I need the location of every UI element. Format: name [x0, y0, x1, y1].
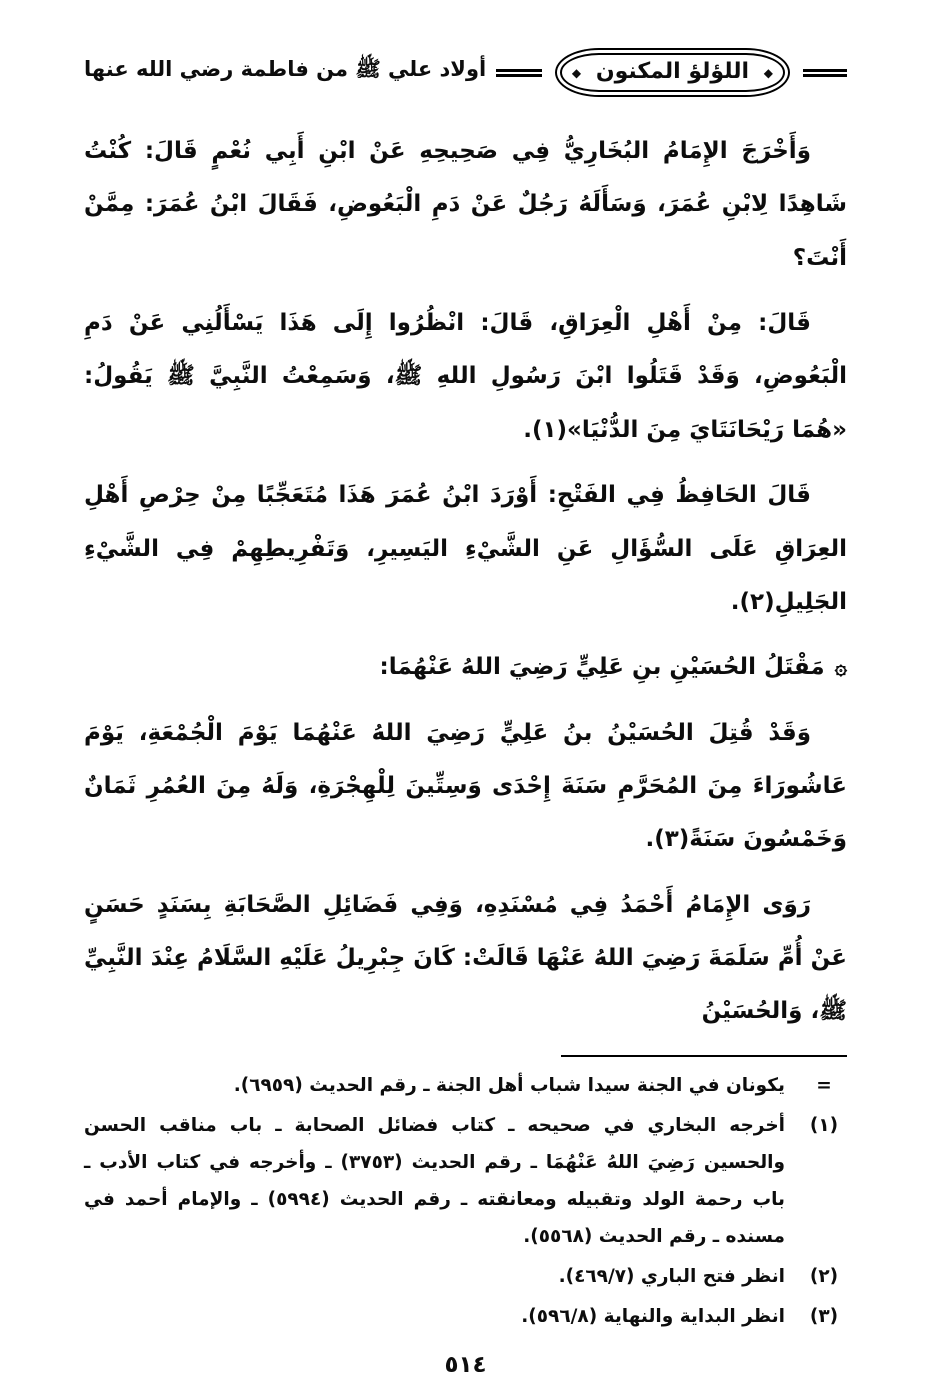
- paragraph-1: وَأَخْرَجَ الإِمَامُ البُخَارِيُّ فِي صَحِيحِهِ عَنْ ابْنِ أَبِي نُعْمٍ قَالَ: كُنْتُ شَاهِدًا لِابْنِ عُمَرَ، وَسَأَلَهُ رَجُلٌ عَنْ دَمِ الْبَعُوضِ، فَقَالَ ابْنُ عُمَرَ: مِمَّنْ أَنْتَ؟: [84, 138, 847, 271]
- footnote-item-3: [84, 1298, 847, 1335]
- paragraph-4: وَقَدْ قُتِلَ الحُسَيْنُ بنُ عَلِيٍّ رَضِيَ اللهُ عَنْهُمَا يَوْمَ الْجُمْعَةِ، يَوْمَ عَاشُورَاءَ مِنَ المُحَرَّمِ سَنَةَ إِحْدَى وَسِتِّينَ لِلْهِجْرَةِ، وَلَهُ مِنَ العُمُرِ ثَمَانٌ وَخَمْسُونَ سَنَةً(٣).: [84, 719, 847, 853]
- section-heading: [84, 641, 847, 694]
- header-double-rule-middle: [496, 69, 542, 77]
- footnote-item-1: [84, 1107, 847, 1255]
- page-number: ٥١٤: [444, 1351, 487, 1378]
- paragraph-5: رَوَى الإِمَامُ أَحْمَدُ فِي مُسْنَدِهِ، وَفِي فَضَائِلِ الصَّحَابَةِ بِسَنَدٍ حَسَنٍ عَنْ أُمِّ سَلَمَةَ رَضِيَ اللهُ عَنْهَا قَالَتْ: كَانَ جِبْرِيلُ عَلَيْهِ السَّلَامُ عِنْدَ النَّبِيِّ ﷺ، وَالحُسَيْنُ: [84, 891, 847, 1025]
- page-footer: [84, 1338, 847, 1378]
- chapter-title: أولاد علي ﷺ من فاطمة رضي الله عنها: [84, 57, 487, 81]
- book-title-cartouche: [560, 53, 785, 92]
- rub-el-hizb-icon: ۞: [834, 655, 847, 680]
- footnote-separator-rule: [561, 1055, 847, 1057]
- section-heading-text: مَقْتَلُ الحُسَيْنِ بنِ عَلِيٍّ رَضِيَ اللهُ عَنْهُمَا:: [379, 654, 825, 681]
- book-title: اللؤلؤ المكنون: [595, 59, 749, 84]
- page-header: [84, 48, 847, 97]
- footnotes-section: [84, 1067, 847, 1338]
- footnote-number: (٢): [809, 1265, 839, 1287]
- footnote-number: (١): [809, 1114, 839, 1136]
- footnote-text: انظر فتح الباري (٤٦٩/٧).: [558, 1265, 785, 1287]
- page-body: [84, 125, 847, 1039]
- footnote-number: (٣): [809, 1305, 839, 1327]
- footnote-continuation: [84, 1067, 847, 1104]
- footnote-text: أخرجه البخاري في صحيحه ـ كتاب فضائل الصحابة ـ باب مناقب الحسن والحسين رَضِيَ اللهُ عَنْهُمَا ـ رقم الحديث (٣٧٥٣) ـ وأخرجه في كتاب الأدب ـ باب رحمة الولد وتقبيله ومعانقته ـ رقم الحديث (٥٩٩٤) ـ والإمام أحمد في مسنده ـ رقم الحديث (٥٥٦٨).: [84, 1114, 786, 1247]
- header-double-rule-right: [803, 69, 847, 77]
- footnote-continuation-marker: =: [816, 1074, 832, 1096]
- footnote-text: انظر البداية والنهاية (٥٩٦/٨).: [521, 1305, 785, 1327]
- footnote-continuation-text: يكونان في الجنة سيدا شباب أهل الجنة ـ رقم الحديث (٦٩٥٩).: [233, 1074, 785, 1096]
- paragraph-2: قَالَ: مِنْ أَهْلِ الْعِرَاقِ، قَالَ: انْظُرُوا إِلَى هَذَا يَسْأَلُنِي عَنْ دَمِ الْبَعُوضِ، وَقَدْ قَتَلُوا ابْنَ رَسُولِ اللهِ ﷺ، وَسَمِعْتُ النَّبِيَّ ﷺ يَقُولُ: «هُمَا رَيْحَانَتَايَ مِنَ الدُّنْيَا»(١).: [84, 310, 847, 443]
- paragraph-3: قَالَ الحَافِظُ فِي الفَتْحِ: أَوْرَدَ ابْنُ عُمَرَ هَذَا مُتَعَجِّبًا مِنْ حِرْصِ أَهْلِ العِرَاقِ عَلَى السُّؤَالِ عَنِ الشَّيْءِ اليَسِيرِ، وَتَفْرِيطِهِمْ فِي الشَّيْءِ الجَلِيلِ(٢).: [84, 482, 847, 615]
- footnote-item-2: [84, 1258, 847, 1295]
